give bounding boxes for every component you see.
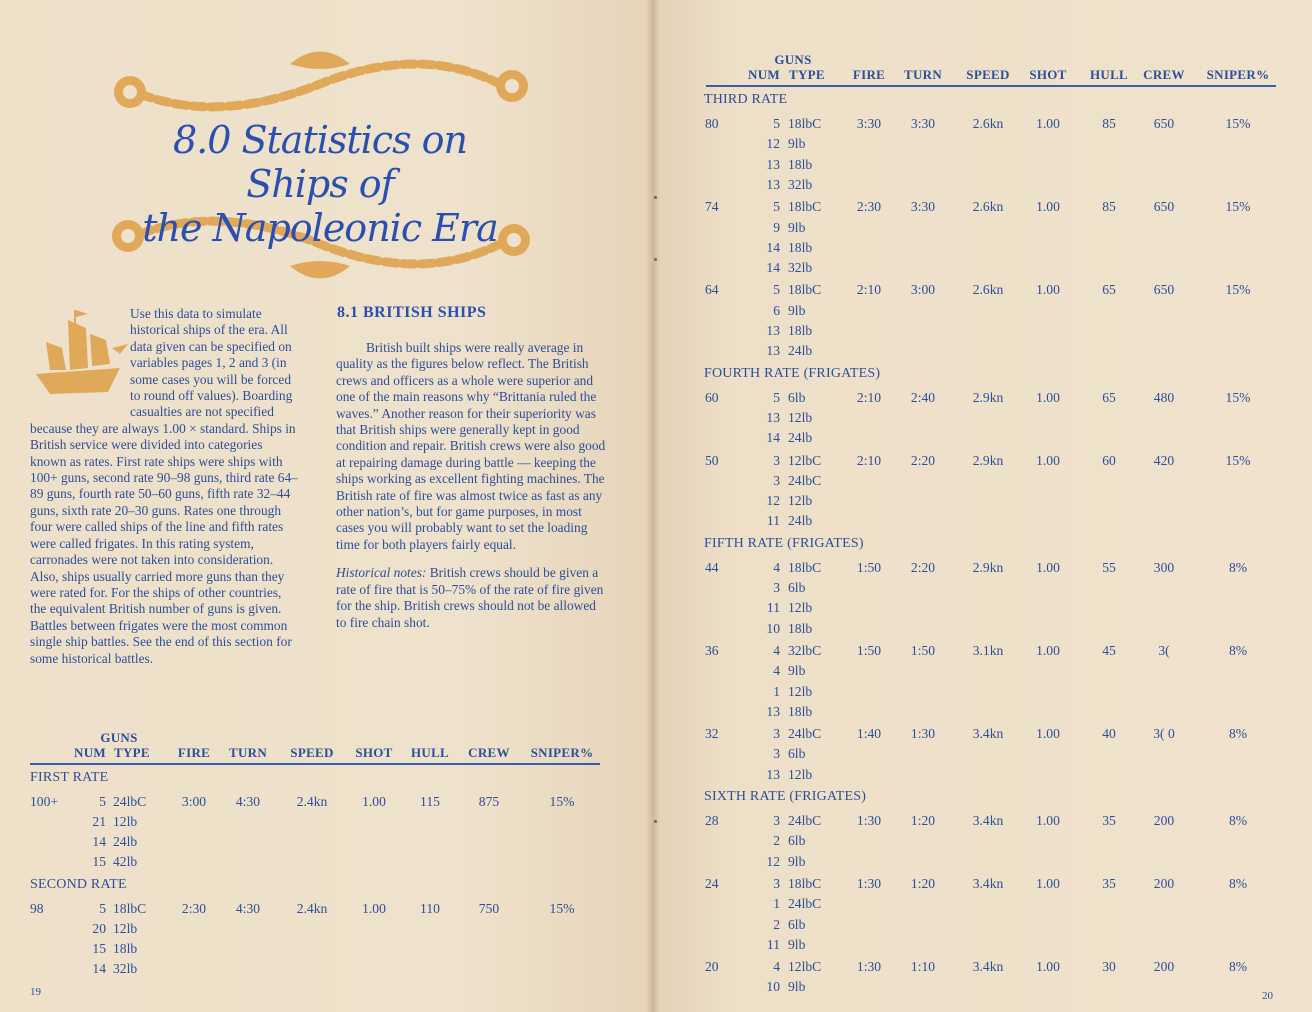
column-header-num: NUM	[748, 67, 780, 82]
gun-type: 6lb	[788, 580, 806, 595]
gun-count: 11	[766, 513, 780, 529]
gun-count: 10	[766, 979, 780, 995]
title-line-2: the Napoleonic Era	[142, 206, 498, 250]
intro-text	[30, 306, 300, 667]
gun-count: 5	[99, 901, 106, 916]
gun-count: 13	[766, 176, 780, 192]
gun-count: 3	[773, 726, 780, 742]
gun-type: 18lbC	[788, 875, 822, 891]
cell-turn: 3:00	[910, 282, 936, 298]
gun-type: 6lb	[788, 746, 806, 762]
header-rule	[706, 85, 1276, 87]
gun-type: 9lb	[788, 853, 806, 869]
gun-type: 24lbC	[788, 896, 822, 912]
page-gutter	[646, 0, 660, 1012]
cell-shot: 1.00	[362, 794, 386, 809]
historical-notes	[336, 565, 606, 631]
gun-count: 13	[766, 343, 780, 359]
ship-guns-rating: 24	[705, 875, 719, 891]
gun-type: 18lbC	[788, 116, 822, 131]
title-line-1: 8.0 Statistics on Ships of	[172, 118, 468, 206]
cell-sniper: 8%	[1228, 726, 1248, 742]
cell-hull: 35	[1102, 813, 1116, 828]
ship-guns-rating: 20	[705, 959, 719, 975]
cell-crew: 200	[1153, 959, 1175, 975]
column-header-crew: CREW	[1143, 67, 1185, 82]
column-header-fire: FIRE	[177, 745, 211, 760]
ship-guns-rating: 64	[705, 282, 719, 298]
ship-guns-rating: 74	[705, 199, 719, 215]
gun-count: 2	[773, 916, 780, 932]
cell-speed: 3.4kn	[972, 813, 1004, 828]
cell-turn: 2:20	[910, 452, 936, 468]
cell-hull: 85	[1102, 116, 1116, 131]
header-rule	[30, 763, 600, 765]
gun-type: 18lb	[788, 703, 813, 719]
cell-crew: 420	[1153, 452, 1175, 468]
cell-speed: 2.9kn	[972, 452, 1004, 468]
cell-shot: 1.00	[1036, 116, 1060, 131]
gun-type: 6lb	[788, 833, 806, 849]
gun-type: 12lb	[788, 409, 813, 425]
cell-sniper: 8%	[1228, 959, 1248, 975]
cell-crew: 650	[1153, 199, 1175, 215]
gun-type: 6lb	[788, 916, 806, 932]
ship-guns-rating: 60	[705, 389, 719, 405]
gun-type: 18lb	[113, 941, 138, 956]
gun-type: 12lb	[113, 814, 138, 829]
page-number-left: 19	[30, 986, 41, 998]
gun-type: 32lb	[113, 961, 138, 976]
gun-count: 3	[773, 875, 780, 891]
cell-sniper: 15%	[1225, 282, 1251, 298]
cell-crew: 3(	[1158, 642, 1170, 658]
cell-shot: 1.00	[1036, 642, 1060, 658]
gun-count: 13	[766, 766, 780, 782]
column-header-guns: GUNS	[100, 730, 138, 745]
british-ships-paragraph: British built ships were really average in quality as the figures below reflect. The British crews and officers as a whole were superior and one of the main reasons why “Brittania ruled the waves.” Another reason for their superiority was that British ships were generally kept in good condition and repair. British crews were also good at repairing damage during battle — keeping the ships working as excellent fighting machines. The British rate of fire was almost twice as fast as any other nation’s, but for game purposes, in most cases you will probably want to set the loading time for both players fairly equal.	[336, 340, 606, 552]
gun-count: 14	[92, 834, 106, 849]
gun-count: 3	[773, 746, 780, 762]
column-header-speed: SPEED	[290, 745, 334, 760]
gun-count: 12	[766, 853, 780, 869]
cell-shot: 1.00	[1036, 959, 1060, 975]
cell-hull: 35	[1102, 875, 1116, 891]
gun-type: 12lbC	[788, 959, 822, 975]
gun-type: 9lb	[788, 979, 806, 995]
column-header-guns: GUNS	[774, 52, 812, 67]
cell-crew: 200	[1153, 813, 1175, 828]
gun-type: 32lbC	[788, 642, 822, 658]
cell-speed: 2.6kn	[972, 116, 1004, 131]
cell-speed: 2.4kn	[296, 794, 328, 809]
cell-crew: 650	[1153, 116, 1175, 131]
gun-count: 4	[773, 663, 780, 679]
cell-turn: 4:30	[235, 794, 261, 809]
gun-count: 4	[773, 559, 780, 575]
gun-type: 42lb	[113, 854, 138, 869]
gun-type: 18lb	[788, 620, 813, 636]
gun-count: 14	[766, 260, 780, 276]
gun-type: 9lb	[788, 663, 806, 679]
column-header-crew: CREW	[468, 745, 510, 760]
gun-type: 18lbC	[788, 199, 822, 215]
gun-type: 12lb	[788, 600, 813, 616]
cell-crew: 200	[1153, 875, 1175, 891]
intro-paragraph: Use this data to simulate historical ships of the era. All data given can be specified on variables pages 1, 2 and 3 (in some cases you will be forced to round off values). Boarding casualties are not specified because they are always 1.00 × standard. Ships in British service were divided into categories known as rates. First rate ships were ships with 100+ guns, second rate 90–98 guns, third rate 64–89 guns, fourth rate 50–60 guns, fifth rate 32–44 guns, sixth rate 20–30 guns. Rates one through four were called ships of the line and fifth rates were called frigates. In this rating system, carronades were not taken into consideration. Also, ships usually carried more guns than they were rated for. For the ships of other countries, the equivalent British number of guns is given. Battles between frigates were the most common single ship battles. See the end of this section for some historical battles.	[30, 306, 298, 666]
gun-count: 10	[766, 620, 780, 636]
cell-speed: 2.9kn	[972, 559, 1004, 575]
cell-speed: 2.6kn	[972, 282, 1004, 298]
gun-count: 15	[92, 941, 106, 956]
cell-turn: 1:30	[910, 726, 936, 742]
gun-type: 32lb	[788, 260, 813, 276]
cell-hull: 40	[1102, 726, 1116, 742]
rate-heading: FIRST RATE	[30, 770, 109, 785]
cell-hull: 65	[1102, 389, 1116, 405]
cell-speed: 2.4kn	[296, 901, 328, 916]
gun-count: 11	[766, 600, 780, 616]
gun-count: 4	[773, 959, 780, 975]
gun-count: 5	[773, 389, 780, 405]
gun-type: 9lb	[788, 302, 806, 318]
gun-count: 5	[773, 116, 780, 131]
gun-count: 5	[773, 282, 780, 298]
gun-type: 12lb	[788, 766, 813, 782]
cell-turn: 1:50	[910, 642, 936, 658]
column-header-speed: SPEED	[966, 67, 1010, 82]
gun-count: 1	[773, 896, 780, 912]
cell-shot: 1.00	[1036, 282, 1060, 298]
gun-count: 3	[773, 580, 780, 595]
column-header-fire: FIRE	[852, 67, 886, 82]
ship-guns-rating: 50	[705, 452, 719, 468]
cell-crew: 480	[1153, 389, 1175, 405]
cell-shot: 1.00	[1036, 875, 1060, 891]
gun-count: 5	[773, 199, 780, 215]
cell-speed: 2.9kn	[972, 389, 1004, 405]
gun-count: 13	[766, 323, 780, 338]
gun-count: 20	[92, 921, 106, 936]
gun-count: 2	[773, 833, 780, 849]
gun-type: 12lbC	[788, 452, 822, 468]
cell-fire: 2:30	[856, 199, 882, 215]
rate-heading: SIXTH RATE (FRIGATES)	[704, 789, 867, 804]
cell-crew: 3( 0	[1153, 726, 1175, 742]
gun-type: 12lb	[788, 683, 813, 699]
rate-heading: FIFTH RATE (FRIGATES)	[704, 535, 864, 551]
ship-guns-rating: 80	[705, 116, 719, 131]
gun-count: 14	[766, 430, 780, 446]
cell-sniper: 8%	[1228, 875, 1248, 891]
cell-sniper: 15%	[1225, 116, 1251, 131]
cell-turn: 1:20	[910, 813, 936, 828]
cell-crew: 650	[1153, 282, 1175, 298]
gun-count: 9	[773, 219, 780, 235]
gun-type: 24lb	[788, 343, 813, 359]
cell-speed: 3.1kn	[972, 642, 1004, 658]
british-ships-text	[336, 340, 606, 631]
gun-count: 14	[92, 961, 106, 976]
cell-fire: 2:10	[856, 452, 882, 468]
cell-hull: 65	[1102, 282, 1116, 298]
gun-type: 18lb	[788, 239, 813, 255]
gun-type: 18lbC	[113, 901, 147, 916]
cell-sniper: 8%	[1228, 559, 1248, 575]
column-header-turn: TURN	[903, 67, 943, 82]
ship-guns-rating: 100+	[30, 794, 59, 809]
gun-type: 9lb	[788, 936, 806, 952]
cell-turn: 2:40	[910, 389, 936, 405]
gun-count: 21	[92, 814, 106, 829]
gun-type: 6lb	[788, 389, 806, 405]
column-header-sniper: SNIPER%	[530, 745, 594, 760]
column-header-sniper: SNIPER%	[1206, 67, 1270, 82]
gun-type: 18lbC	[788, 559, 822, 575]
cell-turn: 3:30	[910, 116, 936, 131]
gun-type: 32lb	[788, 176, 813, 192]
gun-count: 14	[766, 239, 780, 255]
column-header-type: TYPE	[114, 745, 150, 760]
cell-turn: 3:30	[910, 199, 936, 215]
gun-type: 9lb	[788, 219, 806, 235]
cell-shot: 1.00	[1036, 559, 1060, 575]
gun-count: 3	[773, 813, 780, 828]
column-header-shot: SHOT	[1029, 67, 1067, 82]
cell-sniper: 15%	[1225, 389, 1251, 405]
rate-heading: FOURTH RATE (FRIGATES)	[704, 365, 881, 381]
gun-type: 18lb	[788, 156, 813, 172]
column-header-hull: HULL	[410, 745, 450, 760]
column-header-type: TYPE	[789, 67, 825, 82]
cell-fire: 1:50	[856, 559, 882, 575]
column-header-hull: HULL	[1089, 67, 1129, 82]
cell-sniper: 15%	[549, 794, 575, 809]
gun-type: 12lb	[788, 493, 813, 509]
column-header-num: NUM	[74, 745, 106, 760]
cell-shot: 1.00	[1036, 199, 1060, 215]
gun-count: 13	[766, 703, 780, 719]
gun-count: 15	[92, 854, 106, 869]
cell-shot: 1.00	[1036, 813, 1060, 828]
cell-fire: 3:00	[181, 794, 207, 809]
cell-fire: 1:30	[856, 813, 882, 828]
cell-fire: 1:50	[856, 642, 882, 658]
rate-heading: SECOND RATE	[30, 877, 127, 892]
cell-fire: 1:40	[856, 726, 882, 742]
cell-sniper: 15%	[1225, 199, 1251, 215]
right-page	[652, 0, 1312, 1012]
gun-count: 5	[99, 794, 106, 809]
cell-turn: 4:30	[235, 901, 261, 916]
historical-notes-label: Historical notes:	[336, 565, 427, 581]
gun-type: 18lb	[788, 323, 813, 338]
cell-speed: 2.6kn	[972, 199, 1004, 215]
left-page	[0, 0, 652, 1012]
gun-count: 12	[766, 493, 780, 509]
ship-guns-rating: 32	[705, 726, 719, 742]
cell-hull: 110	[420, 901, 440, 916]
gun-type: 24lbC	[788, 472, 822, 488]
gun-count: 4	[773, 642, 780, 658]
gun-type: 18lbC	[788, 282, 822, 298]
column-header-shot: SHOT	[355, 745, 393, 760]
cell-speed: 3.4kn	[972, 875, 1004, 891]
cell-speed: 3.4kn	[972, 726, 1004, 742]
cell-speed: 3.4kn	[972, 959, 1004, 975]
cell-hull: 55	[1102, 559, 1116, 575]
gun-type: 24lbC	[788, 813, 822, 828]
cell-sniper: 8%	[1228, 813, 1248, 828]
cell-fire: 2:10	[856, 389, 882, 405]
cell-fire: 2:10	[856, 282, 882, 298]
section-heading: 8.1 BRITISH SHIPS	[337, 304, 487, 321]
gun-count: 3	[773, 472, 780, 488]
cell-fire: 1:30	[856, 959, 882, 975]
cell-sniper: 8%	[1228, 642, 1248, 658]
gun-count: 13	[766, 156, 780, 172]
cell-turn: 1:20	[910, 875, 936, 891]
historical-notes-text: British crews should be given a rate of fire that is 50–75% of the rate of fire given for the ship. British crews should not be allowed to fire chain shot.	[336, 565, 604, 630]
cell-hull: 115	[420, 794, 440, 809]
cell-fire: 2:30	[181, 901, 207, 916]
cell-hull: 30	[1102, 959, 1116, 975]
gun-type: 24lb	[113, 834, 138, 849]
cell-crew: 875	[478, 794, 500, 809]
column-header-turn: TURN	[228, 745, 268, 760]
cell-sniper: 15%	[549, 901, 575, 916]
gun-count: 6	[773, 302, 780, 318]
gun-count: 1	[773, 683, 780, 699]
gun-type: 24lb	[788, 430, 813, 446]
gun-type: 9lb	[788, 136, 806, 152]
cell-turn: 1:10	[910, 959, 936, 975]
ship-guns-rating: 98	[30, 901, 44, 916]
cell-fire: 1:30	[856, 875, 882, 891]
gun-type: 24lb	[788, 513, 813, 529]
cell-turn: 2:20	[910, 559, 936, 575]
gun-count: 13	[766, 409, 780, 425]
gun-count: 11	[766, 936, 780, 952]
cell-sniper: 15%	[1225, 452, 1251, 468]
rate-heading: THIRD RATE	[704, 92, 788, 107]
ship-guns-rating: 44	[705, 559, 719, 575]
gun-count: 12	[766, 136, 780, 152]
gun-type: 24lbC	[788, 726, 822, 742]
cell-hull: 45	[1102, 642, 1116, 658]
page-number-right: 20	[1262, 990, 1273, 1002]
cell-shot: 1.00	[1036, 726, 1060, 742]
gun-count: 3	[773, 452, 780, 468]
cell-hull: 60	[1102, 452, 1116, 468]
cell-crew: 300	[1153, 559, 1175, 575]
cell-crew: 750	[478, 901, 500, 916]
cell-shot: 1.00	[1036, 452, 1060, 468]
gun-type: 24lbC	[113, 794, 147, 809]
page-title	[120, 118, 520, 250]
ship-guns-rating: 28	[705, 813, 719, 828]
ship-guns-rating: 36	[705, 642, 719, 658]
cell-hull: 85	[1102, 199, 1116, 215]
cell-fire: 3:30	[856, 116, 882, 131]
cell-shot: 1.00	[362, 901, 386, 916]
cell-shot: 1.00	[1036, 389, 1060, 405]
gun-type: 12lb	[113, 921, 138, 936]
